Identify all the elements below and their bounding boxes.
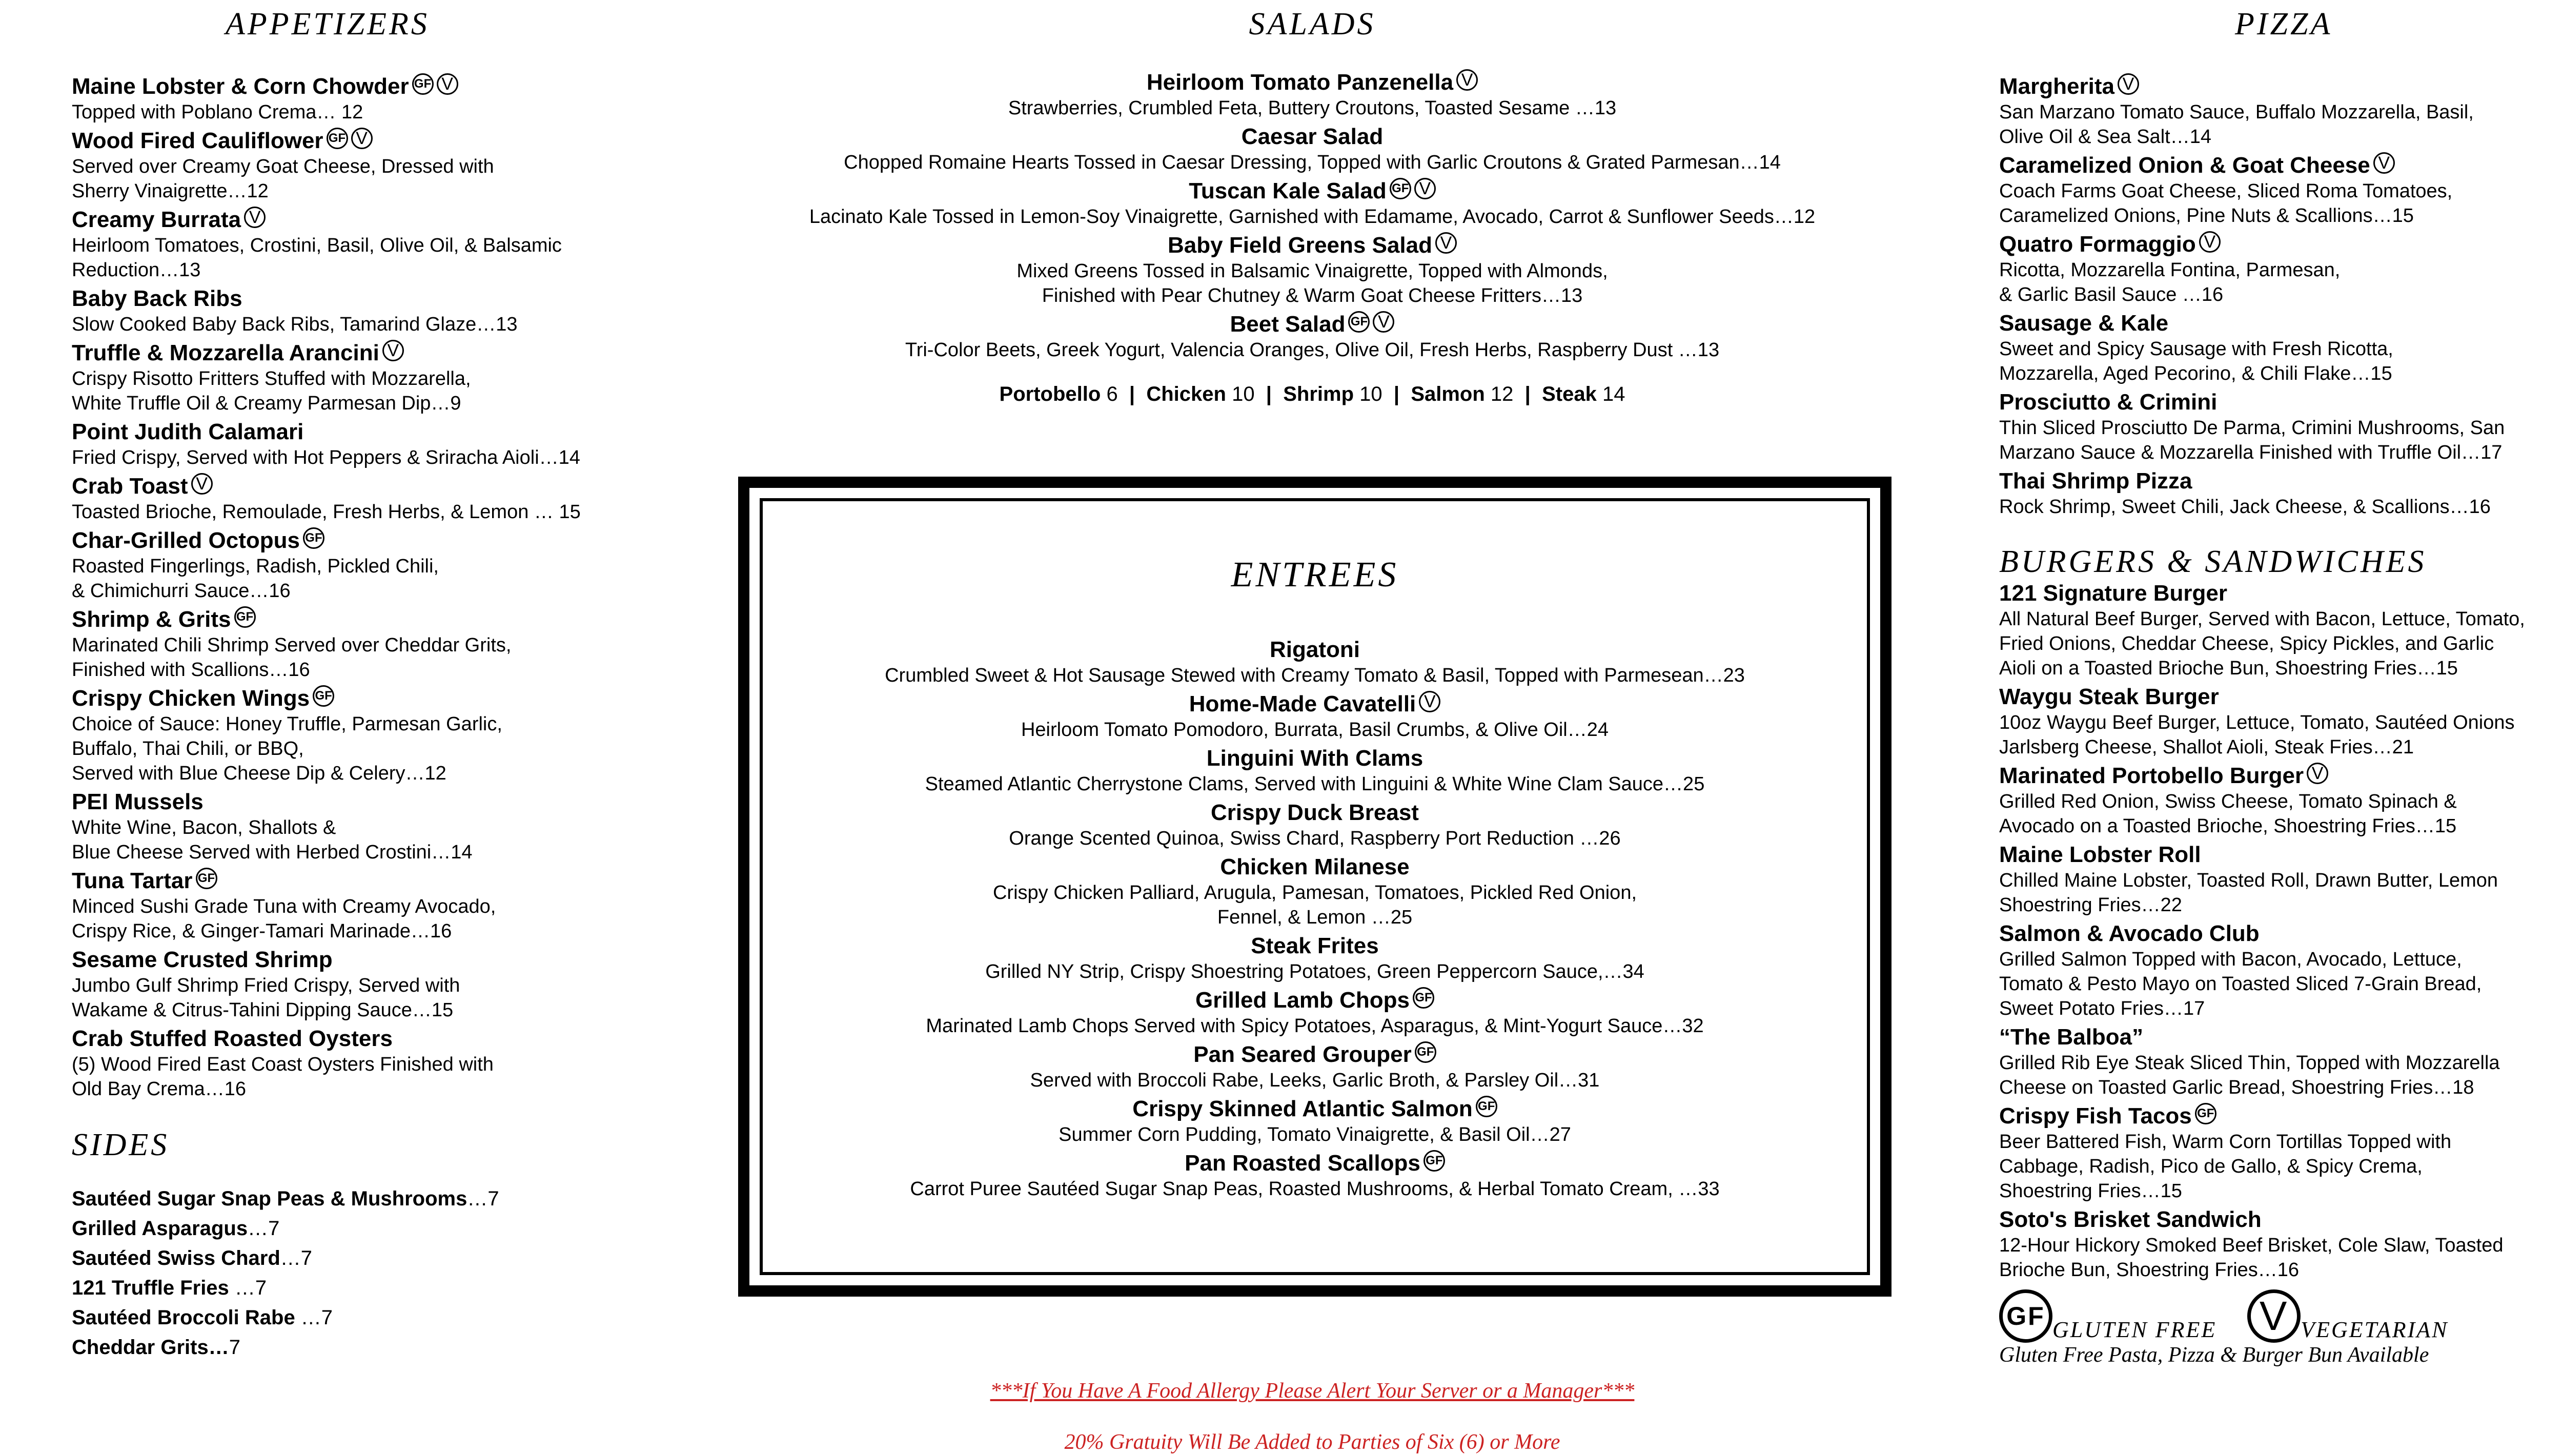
- menu-item-name: [1999, 842, 2563, 868]
- vegetarian-icon: V: [191, 473, 213, 495]
- menu-item-description: Marinated Lamb Chops Served with Spicy Potatoes, Asparagus, & Mint-Yogurt Sauce…32: [926, 1015, 1704, 1037]
- menu-item-name: [780, 745, 1849, 772]
- left-column: [72, 0, 666, 1362]
- menu-item-name-text: “The Balboa”: [1999, 1024, 2144, 1050]
- menu-item: [72, 868, 666, 944]
- menu-item-description: Carrot Puree Sautéed Sugar Snap Peas, Roasted Mushrooms, & Herbal Tomato Cream, …33: [910, 1178, 1720, 1200]
- vegetarian-icon: V: [2373, 152, 2395, 174]
- gluten-free-note: Gluten Free Pasta, Pizza & Burger Bun Available: [1999, 1343, 2429, 1367]
- menu-item: [1999, 468, 2563, 519]
- menu-item-name-text: Steak Frites: [1251, 933, 1379, 958]
- menu-item: [72, 340, 666, 416]
- side-item: [72, 1184, 666, 1214]
- vegetarian-icon: V: [2118, 73, 2139, 95]
- menu-item-name-text: Quatro Formaggio: [1999, 232, 2196, 257]
- vegetarian-icon: V: [2199, 231, 2221, 253]
- menu-item-name-text: Marinated Portobello Burger: [1999, 763, 2304, 788]
- menu-item: [1999, 1103, 2563, 1203]
- allergy-notice: ***If You Have A Food Allergy Please Alert Your Server or a Manager***: [990, 1379, 1635, 1403]
- vegetarian-icon: V: [1414, 178, 1436, 199]
- menu-item-name: [72, 73, 666, 100]
- menu-item-name-text: Creamy Burrata: [72, 207, 241, 232]
- menu-item-name: [1999, 389, 2563, 416]
- gluten-free-icon: GF: [1390, 178, 1411, 199]
- gluten-free-icon: GF: [1348, 311, 1370, 333]
- menu-item-name: [1999, 1206, 2563, 1233]
- menu-item-description: San Marzano Tomato Sauce, Buffalo Mozzarella, Basil, Olive Oil & Sea Salt…14: [1999, 101, 2474, 148]
- menu-item-name-text: Char-Grilled Octopus: [72, 528, 300, 553]
- menu-item-description: Fried Crispy, Served with Hot Peppers & Sriracha Aioli…14: [72, 447, 580, 468]
- menu-item-name: [728, 124, 1897, 150]
- menu-item-name: [1999, 1103, 2563, 1130]
- menu-item-description: Toasted Brioche, Remoulade, Fresh Herbs, & Lemon … 15: [72, 501, 581, 523]
- menu-item-name-text: Rigatoni: [1270, 637, 1360, 662]
- menu-item-name: [72, 606, 666, 633]
- menu-item: [72, 789, 666, 865]
- menu-item-description: Grilled NY Strip, Crispy Shoestring Potatoes, Green Peppercorn Sauce,…34: [985, 961, 1644, 982]
- sides-list: [72, 1184, 666, 1362]
- addon-name: Steak: [1542, 383, 1597, 405]
- menu-item-description: Slow Cooked Baby Back Ribs, Tamarind Glaze…13: [72, 314, 518, 335]
- side-item-name: Cheddar Grits…: [72, 1336, 229, 1359]
- menu-item-name-text: Shrimp & Grits: [72, 607, 231, 632]
- menu-item-name: [72, 207, 666, 233]
- menu-item: [728, 311, 1897, 362]
- gluten-free-label: GLUTEN FREE: [2052, 1317, 2217, 1342]
- menu-item-description: Grilled Rib Eye Steak Sliced Thin, Topped with Mozzarella Cheese on Toasted Garlic Bread, Shoestring Fries…18: [1999, 1052, 2500, 1098]
- gratuity-notice: 20% Gratuity Will Be Added to Parties of Six (6) or More: [1064, 1430, 1560, 1454]
- menu-item-name: [72, 868, 666, 894]
- menu-item-name-text: Sesame Crusted Shrimp: [72, 947, 333, 972]
- menu-item-name: [780, 1096, 1849, 1122]
- addon-name: Portobello: [999, 383, 1101, 405]
- menu-item-name-text: Maine Lobster & Corn Chowder: [72, 74, 409, 99]
- menu-item-name: [72, 285, 666, 312]
- menu-item: [728, 178, 1897, 229]
- menu-item-name: [72, 527, 666, 554]
- menu-item: [780, 854, 1849, 930]
- menu-item: [728, 69, 1897, 120]
- menu-item-name: [780, 933, 1849, 959]
- entrees-content: [780, 555, 1849, 1204]
- gluten-free-icon: GF: [412, 73, 434, 95]
- side-item: [72, 1214, 666, 1243]
- side-item: [72, 1243, 666, 1273]
- menu-item-description: Chilled Maine Lobster, Toasted Roll, Drawn Butter, Lemon Shoestring Fries…22: [1999, 870, 2498, 916]
- entrees-title: ENTREES: [1231, 555, 1399, 594]
- menu-item-description: Grilled Salmon Topped with Bacon, Avocado, Lettuce, Tomato & Pesto Mayo on Toasted Sliced 7-Grain Bread, Sweet Potato Fries…17: [1999, 949, 2482, 1019]
- gluten-free-icon: GF: [234, 606, 256, 628]
- menu-item-name-text: Chicken Milanese: [1220, 854, 1410, 879]
- menu-item-name: [1999, 468, 2563, 495]
- side-item-name: Sautéed Broccoli Rabe: [72, 1306, 295, 1329]
- menu-item-name-text: Sausage & Kale: [1999, 311, 2169, 336]
- side-item: [72, 1332, 666, 1362]
- menu-item-description: Tri-Color Beets, Greek Yogurt, Valencia Oranges, Olive Oil, Fresh Herbs, Raspberry Dust …13: [905, 339, 1720, 361]
- menu-item-name-text: Wood Fired Cauliflower: [72, 128, 323, 153]
- menu-item-name-text: Margherita: [1999, 74, 2114, 99]
- burgers-title: BURGERS & SANDWICHES: [1999, 544, 2427, 579]
- menu-item-description: Crispy Chicken Palliard, Arugula, Pamesan, Tomatoes, Pickled Red Onion, Fennel, & Lemon …25: [992, 882, 1637, 928]
- menu-item-name-text: Grilled Lamb Chops: [1195, 988, 1410, 1013]
- addon-price: 6: [1106, 383, 1118, 405]
- gluten-free-icon: GF: [303, 527, 324, 549]
- entrees-list: [780, 637, 1849, 1201]
- menu-item: [72, 685, 666, 786]
- menu-item-name-text: Beet Salad: [1230, 312, 1346, 337]
- menu-item-name: [780, 987, 1849, 1014]
- vegetarian-label: VEGETARIAN: [2301, 1317, 2449, 1342]
- gluten-free-icon: GF: [1413, 987, 1434, 1009]
- menu-item-name: [1999, 684, 2563, 710]
- menu-item-name-text: Baby Field Greens Salad: [1168, 233, 1432, 258]
- vegetarian-icon: V: [437, 73, 458, 95]
- menu-item: [72, 207, 666, 282]
- entrees-frame: [738, 477, 1891, 1297]
- appetizers-list: [72, 73, 666, 1101]
- addon-price: 10: [1359, 383, 1382, 405]
- menu-item-description: Rock Shrimp, Sweet Chili, Jack Cheese, & Scallions…16: [1999, 496, 2491, 518]
- menu-item-name: [1999, 73, 2563, 100]
- side-item-price: 7: [229, 1336, 240, 1359]
- vegetarian-icon: V: [1419, 691, 1440, 712]
- menu-item-name-text: Maine Lobster Roll: [1999, 842, 2201, 867]
- vegetarian-icon: V: [1435, 232, 1457, 254]
- menu-item-description: Heirloom Tomatoes, Crostini, Basil, Olive Oil, & Balsamic Reduction…13: [72, 235, 562, 281]
- menu-item-description: Steamed Atlantic Cherrystone Clams, Served with Linguini & White Wine Clam Sauce…25: [925, 773, 1705, 795]
- menu-item: [780, 987, 1849, 1038]
- side-item-name: Sautéed Swiss Chard: [72, 1247, 280, 1269]
- gluten-free-icon: GF: [1415, 1041, 1436, 1063]
- menu-item: [72, 606, 666, 682]
- menu-item-name: [728, 311, 1897, 338]
- menu-item: [72, 947, 666, 1022]
- side-item-name: Sautéed Sugar Snap Peas & Mushrooms: [72, 1187, 467, 1210]
- menu-item-name-text: Thai Shrimp Pizza: [1999, 468, 2192, 494]
- menu-item-description: Mixed Greens Tossed in Balsamic Vinaigrette, Topped with Almonds, Finished with Pear Chutney & Warm Goat Cheese Fritters…13: [1016, 260, 1608, 306]
- menu-item: [780, 1096, 1849, 1147]
- menu-item: [780, 745, 1849, 796]
- menu-item: [72, 128, 666, 203]
- gluten-free-icon: GF: [1476, 1096, 1497, 1117]
- menu-item-name: [72, 789, 666, 815]
- menu-item-name: [780, 1150, 1849, 1177]
- menu-item-name: [72, 340, 666, 366]
- side-item-price: …7: [229, 1277, 267, 1299]
- side-item-name: 121 Truffle Fries: [72, 1277, 229, 1299]
- menu-item-name-text: Crab Toast: [72, 474, 188, 499]
- gluten-free-icon: GF: [313, 685, 334, 707]
- menu-item-name: [1999, 580, 2563, 607]
- menu-item-name-text: Soto's Brisket Sandwich: [1999, 1207, 2262, 1232]
- menu-item-name: [1999, 231, 2563, 258]
- menu-item-description: Served with Broccoli Rabe, Leeks, Garlic Broth, & Parsley Oil…31: [1030, 1070, 1600, 1091]
- pizza-title: PIZZA: [2235, 7, 2333, 42]
- menu-item-name: [728, 178, 1897, 204]
- menu-item-name-text: Waygu Steak Burger: [1999, 684, 2219, 709]
- menu-item: [72, 73, 666, 125]
- gluten-free-icon: GF: [2195, 1103, 2216, 1124]
- menu-item-name: [72, 128, 666, 154]
- menu-item: [780, 799, 1849, 851]
- vegetarian-icon: V: [1373, 311, 1394, 333]
- menu-item-name: [1999, 1024, 2563, 1051]
- menu-item-description: Coach Farms Goat Cheese, Sliced Roma Tomatoes, Caramelized Onions, Pine Nuts & Scallions…15: [1999, 180, 2453, 227]
- menu-item: [72, 1026, 666, 1101]
- addon-price: 14: [1602, 383, 1625, 405]
- menu-item: [1999, 842, 2563, 917]
- menu-item: [1999, 152, 2563, 228]
- menu-item-name-text: Crab Stuffed Roasted Oysters: [72, 1026, 393, 1051]
- menu-item-description: Summer Corn Pudding, Tomato Vinaigrette, & Basil Oil…27: [1059, 1124, 1571, 1145]
- menu-item-name-text: Caesar Salad: [1241, 124, 1384, 149]
- menu-item-name-text: Crispy Duck Breast: [1211, 800, 1419, 825]
- menu-item-description: Topped with Poblano Crema… 12: [72, 101, 363, 123]
- side-item: [72, 1303, 666, 1332]
- menu-item-name: [780, 637, 1849, 663]
- menu-item: [1999, 1206, 2563, 1282]
- menu-item-description: Grilled Red Onion, Swiss Cheese, Tomato Spinach & Avocado on a Toasted Brioche, Shoestring Fries…15: [1999, 791, 2457, 837]
- addon-name: Salmon: [1411, 383, 1485, 405]
- pizza-list: [1999, 73, 2563, 519]
- menu-item-description: Lacinato Kale Tossed in Lemon-Soy Vinaigrette, Garnished with Edamame, Avocado, Carrot & Sunflower Seeds…12: [809, 206, 1816, 228]
- vegetarian-icon: V: [2247, 1289, 2301, 1343]
- menu-item-name: [1999, 763, 2563, 789]
- menu-item-name: [72, 685, 666, 712]
- menu-item: [728, 124, 1897, 175]
- menu-item-name-text: PEI Mussels: [72, 789, 204, 814]
- menu-item-name-text: Pan Seared Grouper: [1193, 1042, 1412, 1067]
- menu-item-name: [72, 419, 666, 445]
- menu-item-description: All Natural Beef Burger, Served with Bacon, Lettuce, Tomato, Fried Onions, Cheddar Cheese, Spicy Pickles, and Garlic Aioli on a Toasted Brioche Bun, Shoestring Fries…15: [1999, 608, 2525, 679]
- menu-item-description: 10oz Waygu Beef Burger, Lettuce, Tomato, Sautéed Onions Jarlsberg Cheese, Shallot Aioli, Steak Fries…21: [1999, 712, 2515, 758]
- menu-item-description: (5) Wood Fired East Coast Oysters Finished with Old Bay Crema…16: [72, 1054, 494, 1100]
- menu-item-name-text: Heirloom Tomato Panzenella: [1146, 70, 1454, 95]
- menu-item: [728, 232, 1897, 308]
- menu-item-description: Minced Sushi Grade Tuna with Creamy Avocado, Crispy Rice, & Ginger-Tamari Marinade…16: [72, 896, 496, 942]
- menu-item: [780, 933, 1849, 984]
- side-item-price: …7: [467, 1187, 499, 1210]
- salads-title: SALADS: [1249, 7, 1376, 42]
- menu-item: [1999, 920, 2563, 1021]
- addon-price: 10: [1232, 383, 1255, 405]
- menu-item-description: Jumbo Gulf Shrimp Fried Crispy, Served with Wakame & Citrus-Tahini Dipping Sauce…15: [72, 975, 460, 1021]
- menu-item-name-text: Tuscan Kale Salad: [1189, 178, 1387, 203]
- menu-item-name: [728, 69, 1897, 96]
- addon-separator: |: [1513, 383, 1542, 405]
- salad-addons: [728, 383, 1897, 406]
- menu-item-name: [72, 947, 666, 973]
- addon-separator: |: [1254, 383, 1284, 405]
- menu-item: [1999, 684, 2563, 760]
- menu-item-description: Crumbled Sweet & Hot Sausage Stewed with Creamy Tomato & Basil, Topped with Parmesean…23: [885, 665, 1745, 686]
- menu-item: [1999, 1024, 2563, 1100]
- dietary-legend: [1999, 1289, 2563, 1367]
- menu-item-name-text: Prosciutto & Crimini: [1999, 389, 2218, 415]
- menu-item-name: [1999, 920, 2563, 947]
- menu-item-description: White Wine, Bacon, Shallots & Blue Cheese Served with Herbed Crostini…14: [72, 817, 473, 863]
- menu-item-name: [780, 854, 1849, 880]
- burgers-list: [1999, 580, 2563, 1282]
- menu-item-name-text: Caramelized Onion & Goat Cheese: [1999, 153, 2370, 178]
- menu-item-description: Ricotta, Mozzarella Fontina, Parmesan, & Garlic Basil Sauce …16: [1999, 259, 2341, 305]
- menu-item-description: Chopped Romaine Hearts Tossed in Caesar Dressing, Topped with Garlic Croutons & Grated Parmesan…14: [844, 152, 1781, 173]
- gluten-free-icon: GF: [1999, 1289, 2052, 1343]
- menu-item: [72, 419, 666, 470]
- menu-item-description: 12-Hour Hickory Smoked Beef Brisket, Cole Slaw, Toasted Brioche Bun, Shoestring Fries…16: [1999, 1235, 2504, 1281]
- gluten-free-icon: GF: [1423, 1150, 1445, 1172]
- menu-item-description: Thin Sliced Prosciutto De Parma, Crimini Mushrooms, San Marzano Sauce & Mozzarella Finished with Truffle Oil…17: [1999, 417, 2505, 463]
- menu-item-name: [780, 691, 1849, 717]
- salads-list: [728, 69, 1897, 362]
- menu-item-name-text: Baby Back Ribs: [72, 286, 242, 311]
- menu-item: [1999, 580, 2563, 681]
- vegetarian-icon: V: [2307, 763, 2328, 784]
- menu-item-description: Beer Battered Fish, Warm Corn Tortillas Topped with Cabbage, Radish, Pico de Gallo, & Spicy Crema, Shoestring Fries…15: [1999, 1131, 2452, 1202]
- menu-item-name: [1999, 152, 2563, 179]
- vegetarian-icon: V: [351, 128, 373, 149]
- middle-column: [728, 0, 1897, 406]
- menu-item: [780, 691, 1849, 742]
- vegetarian-icon: V: [244, 207, 266, 228]
- gluten-free-icon: GF: [327, 128, 348, 149]
- sides-title: SIDES: [72, 1127, 170, 1162]
- menu-item-name: [728, 232, 1897, 259]
- menu-item: [1999, 73, 2563, 149]
- menu-item-description: Sweet and Spicy Sausage with Fresh Ricotta, Mozzarella, Aged Pecorino, & Chili Flake…15: [1999, 338, 2393, 384]
- side-item: [72, 1273, 666, 1303]
- menu-item: [72, 473, 666, 524]
- menu-item-name-text: Pan Roasted Scallops: [1185, 1151, 1420, 1176]
- vegetarian-icon: V: [1456, 69, 1478, 91]
- menu-item-name-text: Linguini With Clams: [1206, 746, 1423, 771]
- menu-item: [1999, 763, 2563, 838]
- gluten-free-icon: GF: [196, 868, 217, 889]
- menu-item-name-text: Salmon & Avocado Club: [1999, 921, 2260, 946]
- menu-item-name: [780, 1041, 1849, 1068]
- menu-item-name-text: Home-Made Cavatelli: [1189, 691, 1416, 716]
- addon-name: Chicken: [1146, 383, 1226, 405]
- menu-item: [1999, 310, 2563, 386]
- menu-item: [780, 1150, 1849, 1201]
- menu-item-name-text: Crispy Chicken Wings: [72, 686, 310, 711]
- menu-item-name-text: Crispy Fish Tacos: [1999, 1103, 2192, 1129]
- menu-item: [1999, 389, 2563, 465]
- addon-price: 12: [1490, 383, 1514, 405]
- addon-separator: |: [1117, 383, 1147, 405]
- menu-item: [780, 637, 1849, 688]
- menu-item: [780, 1041, 1849, 1093]
- menu-item: [72, 527, 666, 603]
- menu-item: [72, 285, 666, 337]
- side-item-price: …7: [280, 1247, 313, 1269]
- menu-item-description: Strawberries, Crumbled Feta, Buttery Croutons, Toasted Sesame …13: [1008, 97, 1617, 119]
- side-item-price: …7: [248, 1217, 280, 1240]
- menu-item-description: Crispy Risotto Fritters Stuffed with Mozzarella, White Truffle Oil & Creamy Parmesan Dip…9: [72, 368, 471, 414]
- legend-row: [1999, 1289, 2563, 1343]
- addon-name: Shrimp: [1283, 383, 1354, 405]
- side-item-price: …7: [295, 1306, 333, 1329]
- menu-item-description: Choice of Sauce: Honey Truffle, Parmesan Garlic, Buffalo, Thai Chili, or BBQ, Served with Blue Cheese Dip & Celery…12: [72, 713, 502, 784]
- menu-item-name: [1999, 310, 2563, 337]
- vegetarian-icon: V: [382, 340, 404, 361]
- menu-item-name-text: 121 Signature Burger: [1999, 581, 2228, 606]
- menu-item-description: Orange Scented Quinoa, Swiss Chard, Raspberry Port Reduction …26: [1009, 828, 1621, 849]
- menu-item-description: Roasted Fingerlings, Radish, Pickled Chili, & Chimichurri Sauce…16: [72, 556, 439, 602]
- menu-item-name: [72, 473, 666, 500]
- side-item-name: Grilled Asparagus: [72, 1217, 248, 1240]
- menu-item-name-text: Point Judith Calamari: [72, 419, 304, 444]
- menu-item-name-text: Crispy Skinned Atlantic Salmon: [1132, 1096, 1473, 1121]
- menu-item-description: Served over Creamy Goat Cheese, Dressed with Sherry Vinaigrette…12: [72, 156, 494, 202]
- addon-separator: |: [1382, 383, 1411, 405]
- menu-item-name-text: Tuna Tartar: [72, 868, 193, 893]
- menu-item-name: [72, 1026, 666, 1052]
- menu-item-description: Heirloom Tomato Pomodoro, Burrata, Basil Crumbs, & Olive Oil…24: [1021, 719, 1609, 741]
- menu-item-description: Marinated Chili Shrimp Served over Cheddar Grits, Finished with Scallions…16: [72, 634, 512, 681]
- menu-item-name-text: Truffle & Mozzarella Arancini: [72, 340, 379, 365]
- appetizers-title: APPETIZERS: [226, 7, 430, 42]
- menu-item-name: [780, 799, 1849, 826]
- menu-item: [1999, 231, 2563, 307]
- right-column: [1999, 0, 2563, 1367]
